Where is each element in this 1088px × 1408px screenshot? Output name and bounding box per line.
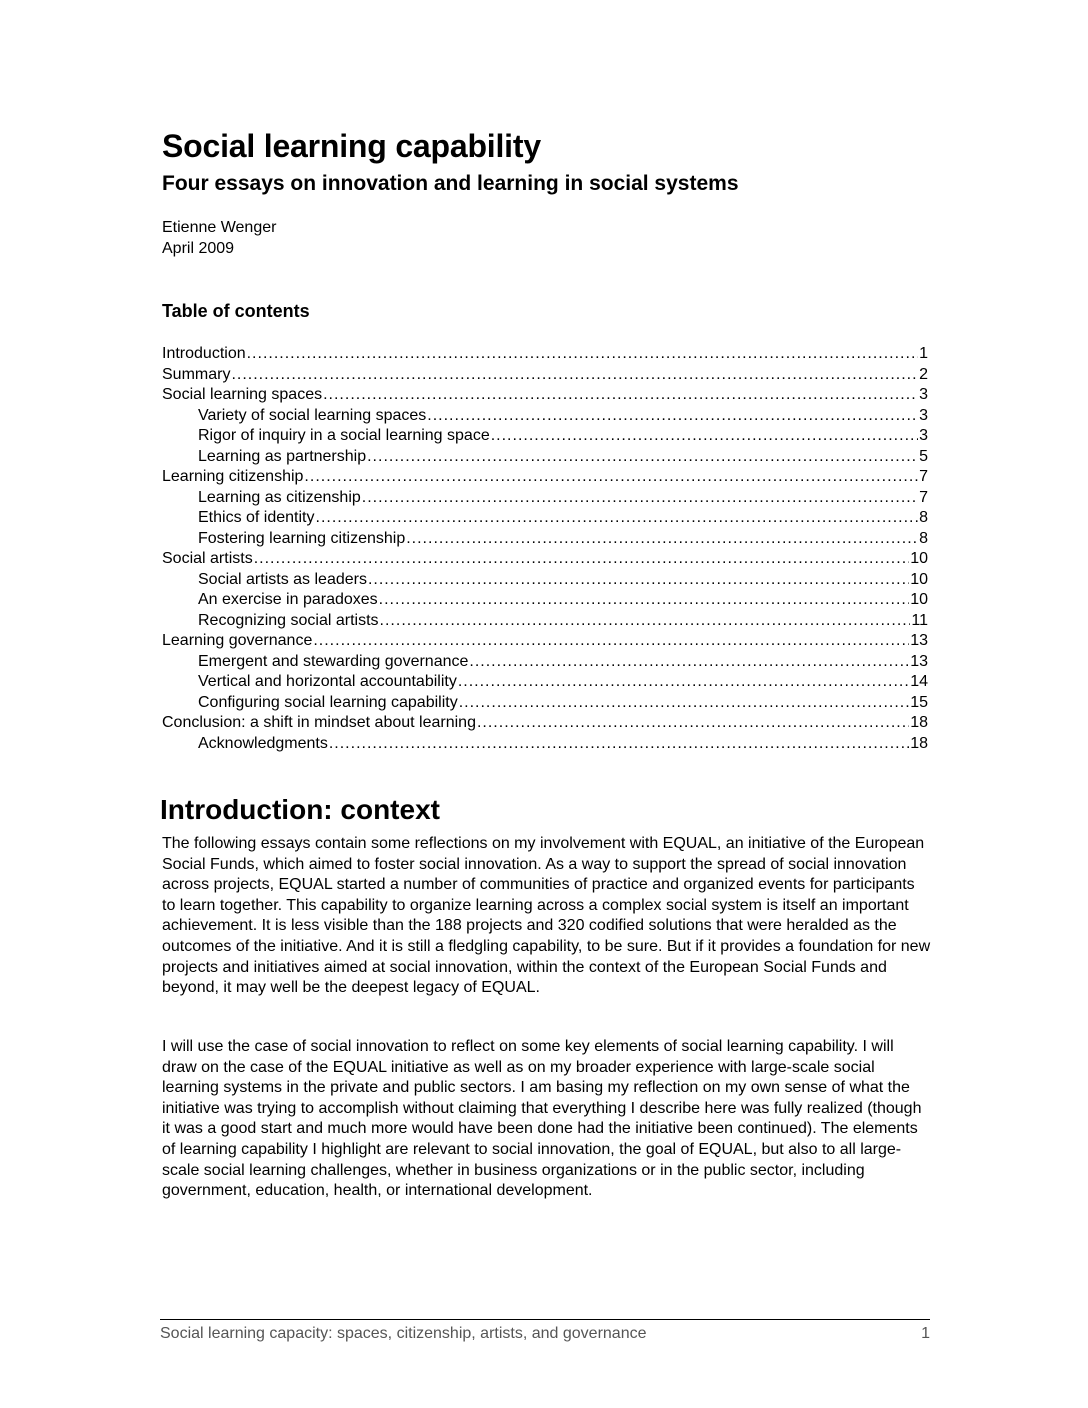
toc-entry[interactable] — [162, 693, 928, 714]
toc-entry[interactable] — [162, 406, 928, 427]
toc-entry-page: 11 — [911, 611, 928, 629]
toc-dot-leader — [459, 693, 910, 714]
toc-heading: Table of contents — [162, 301, 310, 321]
toc-entry-page: 8 — [919, 509, 928, 526]
toc-dot-leader — [254, 549, 910, 570]
page-footer — [160, 1325, 930, 1343]
toc-entry[interactable] — [162, 385, 928, 406]
section-heading: Introduction: context — [160, 794, 440, 825]
footer-page-number: 1 — [921, 1325, 930, 1342]
body-paragraph: The following essays contain some reflections on my involvement with EQUAL, an initiative of the European Social Funds, which aimed to foster social innovation. As a way to support the spread of social innovation across projects, EQUAL started a number of communities of practice and organized events for participants to learn together. This capability to organize learning across a complex social system is itself an important achievement. It is less visible than the 188 projects and 320 codified solutions that were heralded as the outcomes of the initiative. And it is still a fledgling capability, to be sure. But if it provides a foundation for new projects and initiatives aimed at social innovation, within the context of the European Social Funds and beyond, it may well be the deepest legacy of EQUAL. — [162, 835, 931, 997]
toc-entry-page: 8 — [919, 529, 928, 547]
toc-entry[interactable] — [162, 631, 928, 652]
toc-entry-label: Social learning spaces — [162, 386, 323, 403]
toc-entry-label: Acknowledgments — [198, 734, 328, 752]
toc-entry-label: Configuring social learning capability — [198, 693, 458, 711]
toc-dot-leader — [379, 590, 910, 611]
publication-date: April 2009 — [162, 240, 235, 257]
toc-entry[interactable] — [162, 365, 928, 386]
toc-entry-label: Social artists as leaders — [198, 570, 367, 588]
toc-dot-leader — [477, 713, 909, 734]
toc-entry-page: 3 — [919, 386, 928, 403]
toc-dot-leader — [458, 672, 909, 693]
toc-dot-leader — [316, 508, 919, 529]
toc-entry-label: Social artists — [162, 550, 253, 567]
toc-entry[interactable] — [162, 713, 928, 734]
toc-dot-leader — [313, 631, 909, 652]
toc-dot-leader — [329, 734, 909, 755]
toc-dot-leader — [323, 385, 918, 406]
toc-entry-page: 7 — [919, 468, 928, 485]
toc-entry-label: Learning governance — [162, 632, 313, 649]
table-of-contents — [162, 344, 928, 754]
toc-dot-leader — [367, 447, 918, 468]
toc-dot-leader — [427, 406, 918, 427]
toc-entry-label: Emergent and stewarding governance — [198, 652, 469, 670]
toc-entry-page: 10 — [910, 570, 928, 588]
toc-entry-label: Ethics of identity — [198, 509, 315, 526]
toc-dot-leader — [362, 488, 918, 509]
toc-dot-leader — [247, 344, 918, 365]
toc-entry-label: Learning citizenship — [162, 468, 304, 485]
toc-entry-page: 18 — [910, 714, 928, 731]
toc-dot-leader — [368, 570, 909, 591]
toc-dot-leader — [380, 611, 911, 632]
footer-divider — [160, 1319, 930, 1320]
toc-entry[interactable] — [162, 611, 928, 632]
toc-entry-page: 2 — [919, 365, 928, 383]
toc-entry-page: 1 — [919, 345, 928, 362]
toc-entry[interactable] — [162, 488, 928, 509]
toc-entry[interactable] — [162, 549, 928, 570]
toc-entry-page: 18 — [910, 734, 928, 752]
document-title: Social learning capability — [162, 128, 541, 164]
toc-entry-page: 13 — [910, 652, 928, 670]
toc-entry-label: Rigor of inquiry in a social learning space — [198, 427, 490, 444]
toc-entry[interactable] — [162, 344, 928, 365]
toc-entry-page: 10 — [910, 550, 928, 567]
toc-entry[interactable] — [162, 652, 928, 673]
toc-entry-page: 3 — [919, 406, 928, 424]
toc-entry-label: Introduction — [162, 345, 246, 362]
toc-dot-leader — [304, 467, 918, 488]
toc-entry[interactable] — [162, 426, 928, 447]
toc-entry-label: Recognizing social artists — [198, 611, 379, 629]
toc-entry-label: Conclusion: a shift in mindset about learning — [162, 714, 476, 731]
toc-entry-page: 15 — [910, 693, 928, 711]
toc-entry-page: 7 — [919, 488, 928, 506]
toc-entry-label: Fostering learning citizenship — [198, 529, 406, 547]
toc-entry-page: 3 — [919, 427, 928, 444]
toc-entry[interactable] — [162, 672, 928, 693]
toc-entry-page: 13 — [910, 632, 928, 649]
toc-entry[interactable] — [162, 529, 928, 550]
toc-entry[interactable] — [162, 447, 928, 468]
body-paragraph: I will use the case of social innovation to reflect on some key elements of social learning capability. I will draw on the case of the EQUAL initiative as well as on my broader experience with large-scale social learning systems in the private and public sectors. I am basing my reflection on my own sense of what the initiative was trying to accomplish without claiming that everything I describe here was fully realized (though it was a good start and much more would have been done had the initiative been continued). The elements of learning capability I highlight are relevant to social innovation, the goal of EQUAL, but also to all large-scale social learning challenges, whether in business organizations or in the public sector, including government, education, health, or international development. — [162, 1038, 922, 1200]
toc-entry[interactable] — [162, 590, 928, 611]
document-subtitle: Four essays on innovation and learning in social systems — [162, 172, 739, 195]
toc-entry-page: 14 — [910, 673, 928, 690]
toc-entry[interactable] — [162, 508, 928, 529]
author-name: Etienne Wenger — [162, 219, 277, 236]
toc-entry-label: Summary — [162, 365, 231, 383]
toc-entry-page: 5 — [919, 447, 928, 465]
toc-entry[interactable] — [162, 467, 928, 488]
toc-entry-page: 10 — [910, 591, 928, 608]
toc-entry-label: Learning as partnership — [198, 447, 367, 465]
toc-entry-label: Vertical and horizontal accountability — [198, 673, 457, 690]
toc-dot-leader — [469, 652, 909, 673]
toc-entry-label: Variety of social learning spaces — [198, 406, 427, 424]
toc-dot-leader — [231, 365, 918, 386]
footer-running-title: Social learning capacity: spaces, citizenship, artists, and governance — [160, 1325, 647, 1342]
toc-entry-label: An exercise in paradoxes — [198, 591, 378, 608]
toc-dot-leader — [491, 426, 918, 447]
toc-entry[interactable] — [162, 570, 928, 591]
toc-entry-label: Learning as citizenship — [198, 488, 361, 506]
toc-dot-leader — [406, 529, 918, 550]
toc-entry[interactable] — [162, 734, 928, 755]
